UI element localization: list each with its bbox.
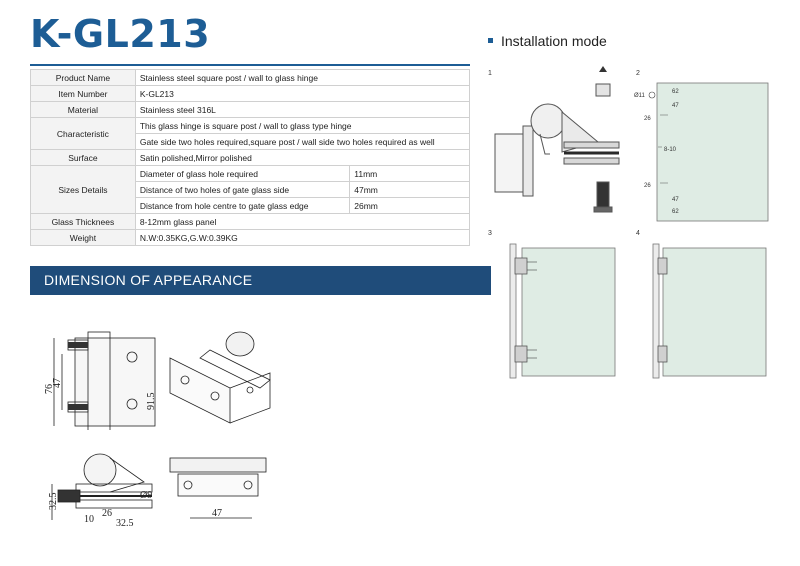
product-name-label: Product Name (31, 70, 136, 86)
table-row (31, 150, 470, 166)
surface-label: Surface (31, 150, 136, 166)
dim-d4: 26 (644, 116, 651, 122)
dim-w1: 32.5 (48, 492, 59, 510)
table-row (31, 70, 470, 86)
dim-d5: 8-10 (664, 147, 677, 153)
panel-number-1: 1 (488, 70, 492, 77)
glass-thickness-value: 8-12mm glass panel (135, 214, 469, 230)
installation-diagram-3 (505, 242, 617, 380)
installation-heading (488, 33, 607, 49)
surface-value: Satin polished,Mirror polished (135, 150, 469, 166)
characteristic-value-2: Gate side two holes required,square post / wall side two holes required as well (135, 134, 469, 150)
dim-h3: 91.5 (146, 392, 157, 410)
characteristic-value-1: This glass hinge is square post / wall to glass type hinge (135, 118, 469, 134)
dim-h1: 76 (44, 384, 55, 394)
dim-w4: 32.5 (116, 518, 134, 529)
size-value-3: 26mm (350, 198, 470, 214)
size-name-2: Distance of two holes of gate glass side (135, 182, 349, 198)
table-row (31, 86, 470, 102)
characteristic-label: Characteristic (31, 118, 136, 150)
installation-diagram-1 (490, 64, 630, 229)
panel-number-4: 4 (636, 230, 640, 237)
dim-d7: 47 (672, 197, 679, 203)
dim-d2: 62 (672, 89, 679, 95)
table-row (31, 214, 470, 230)
table-row (31, 118, 470, 134)
material-value: Stainless steel 316L (135, 102, 469, 118)
size-name-1: Diameter of glass hole required (135, 166, 349, 182)
material-label: Material (31, 102, 136, 118)
square-bullet-icon (488, 38, 493, 43)
size-value-1: 11mm (350, 166, 470, 182)
dim-d1: Ø11 (634, 93, 645, 99)
size-value-2: 47mm (350, 182, 470, 198)
dim-d: Ø9 (140, 490, 153, 501)
glass-thickness-label: Glass Thicknees (31, 214, 136, 230)
product-name-value: Stainless steel square post / wall to glass hinge (135, 70, 469, 86)
panel-number-2: 2 (636, 70, 640, 77)
isometric-drawing (140, 318, 280, 426)
table-row (31, 102, 470, 118)
dimension-heading: DIMENSION OF APPEARANCE (30, 266, 491, 295)
table-row (31, 166, 470, 182)
installation-diagram-4 (650, 242, 770, 380)
sizes-label: Sizes Details (31, 166, 136, 214)
side-view-drawing (40, 440, 160, 536)
spec-table (30, 69, 470, 246)
item-number-label: Item Number (31, 86, 136, 102)
weight-value: N.W:0.35KG,G.W:0.39KG (135, 230, 469, 246)
installation-diagram-2 (630, 75, 780, 225)
dim-d8: 62 (672, 209, 679, 215)
dim-d6: 26 (644, 183, 651, 189)
dim-w3: 10 (84, 514, 94, 525)
item-number-value: K-GL213 (135, 86, 469, 102)
weight-label: Weight (31, 230, 136, 246)
dim-w2: 26 (102, 508, 112, 519)
product-title: K-GL213 (30, 12, 211, 56)
dim-d3: 47 (672, 103, 679, 109)
dim-h2: 47 (52, 378, 63, 388)
panel-number-3: 3 (488, 230, 492, 237)
table-row (31, 230, 470, 246)
dim-w5: 47 (212, 508, 222, 519)
size-name-3: Distance from hole centre to gate glass edge (135, 198, 349, 214)
top-view-drawing (160, 452, 275, 528)
installation-heading-text: Installation mode (501, 33, 607, 49)
title-divider (30, 64, 470, 66)
